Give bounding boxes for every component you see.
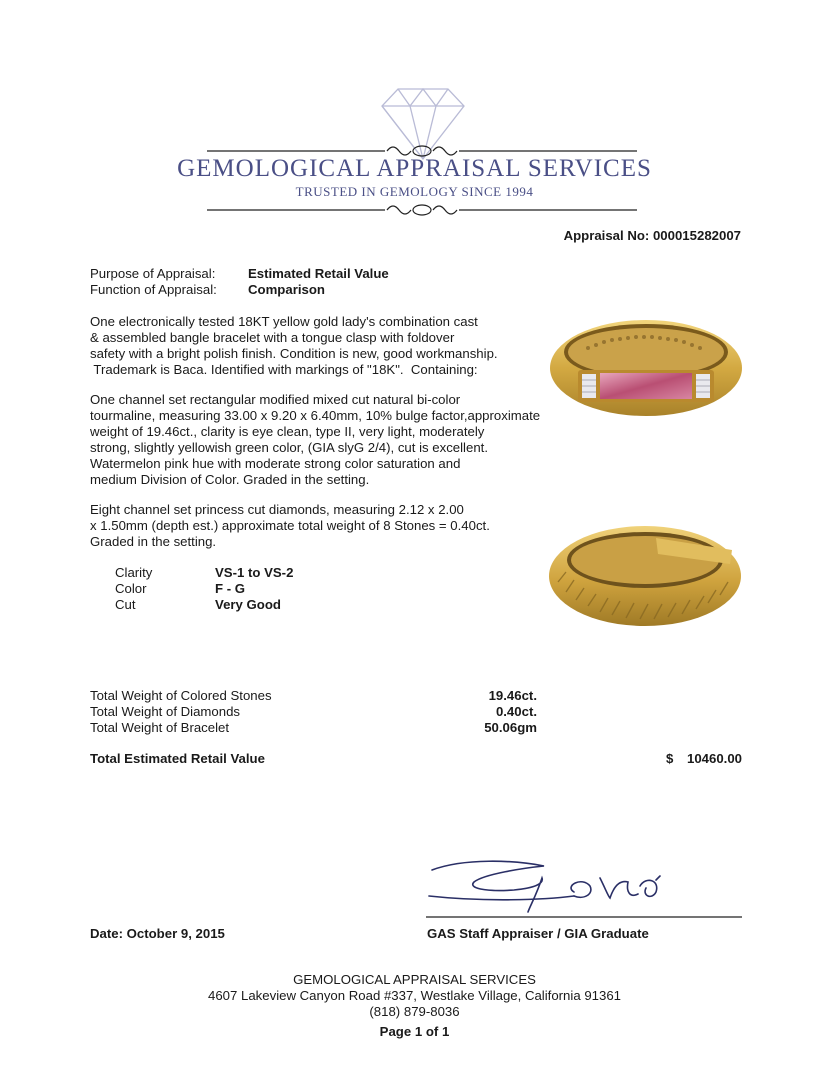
description-paragraph-3: [90, 502, 490, 550]
grading-value: VS-1 to VS-2: [215, 565, 294, 580]
grading-label: Clarity: [115, 565, 153, 580]
text-line: tourmaline, measuring 33.00 x 9.20 x 6.40mm, 10% bulge factor,approximate: [90, 408, 541, 423]
footer-company: GEMOLOGICAL APPRAISAL SERVICES: [293, 972, 536, 987]
grading-table: [115, 565, 375, 613]
description-paragraph-2: [90, 392, 540, 488]
text-line: & assembled bangle bracelet with a tongue clasp with foldover: [90, 330, 455, 345]
description-paragraph-1: [90, 314, 498, 378]
text-line: One electronically tested 18KT yellow gold lady's combination cast: [90, 314, 478, 329]
purpose-value: Estimated Retail Value: [248, 266, 389, 281]
total-colored-stones-value: 19.46ct.: [488, 688, 537, 703]
text-line: Watermelon pink hue with moderate strong color saturation and: [90, 456, 461, 471]
text-line: Graded in the setting.: [90, 534, 217, 549]
bracelet-photo-side: [546, 520, 744, 630]
footer-phone: (818) 879-8036: [369, 1004, 460, 1019]
function-value: Comparison: [248, 282, 325, 297]
grading-row: [115, 597, 375, 613]
total-diamonds-value: 0.40ct.: [495, 704, 537, 719]
logo-tagline: TRUSTED IN GEMOLOGY SINCE 1994: [295, 184, 534, 199]
appraiser-title: GAS Staff Appraiser / GIA Graduate: [427, 926, 649, 941]
function-label: Function of Appraisal:: [90, 282, 217, 297]
grading-row: [115, 581, 375, 597]
text-line: x 1.50mm (depth est.) approximate total weight of 8 Stones = 0.40ct.: [90, 518, 490, 533]
appraisal-number: Appraisal No: 000015282007: [563, 228, 741, 243]
total-diamonds-label: Total Weight of Diamonds: [90, 704, 241, 719]
grading-label: Color: [115, 581, 147, 596]
text-line: weight of 19.46ct., clarity is eye clean, type II, very light, moderately: [90, 424, 485, 439]
total-bracelet-value: 50.06gm: [484, 720, 537, 735]
grading-label: Cut: [115, 597, 136, 612]
text-line: Trademark is Baca. Identified with markings of "18K". Containing:: [90, 362, 478, 377]
text-line: strong, slightly yellowish green color, (GIA slyG 2/4), cut is excellent.: [90, 440, 488, 455]
grading-value: F - G: [215, 581, 246, 596]
footer-address: 4607 Lakeview Canyon Road #337, Westlake Village, California 91361: [208, 988, 621, 1003]
text-line: Eight channel set princess cut diamonds, measuring 2.12 x 2.00: [90, 502, 464, 517]
purpose-label: Purpose of Appraisal:: [90, 266, 216, 281]
bottom-rule: [207, 199, 637, 221]
text-line: safety with a bright polish finish. Condition is new, good workmanship.: [90, 346, 498, 361]
page-number: Page 1 of 1: [379, 1024, 450, 1039]
logo-company-name: GEMOLOGICAL APPRAISAL SERVICES: [177, 155, 652, 182]
text-line: medium Division of Color. Graded in the setting.: [90, 472, 370, 487]
grading-row: [115, 565, 375, 581]
bracelet-photo-front: [548, 312, 744, 424]
total-colored-stones-label: Total Weight of Colored Stones: [90, 688, 272, 703]
text-line: One channel set rectangular modified mixed cut natural bi-color: [90, 392, 461, 407]
retail-amount: 10460.00: [686, 751, 742, 766]
grading-value: Very Good: [215, 597, 281, 612]
appraiser-signature: [424, 856, 744, 922]
retail-value-label: Total Estimated Retail Value: [90, 751, 265, 766]
retail-currency: $: [666, 751, 674, 766]
appraisal-date: Date: October 9, 2015: [90, 926, 225, 941]
total-bracelet-label: Total Weight of Bracelet: [90, 720, 230, 735]
